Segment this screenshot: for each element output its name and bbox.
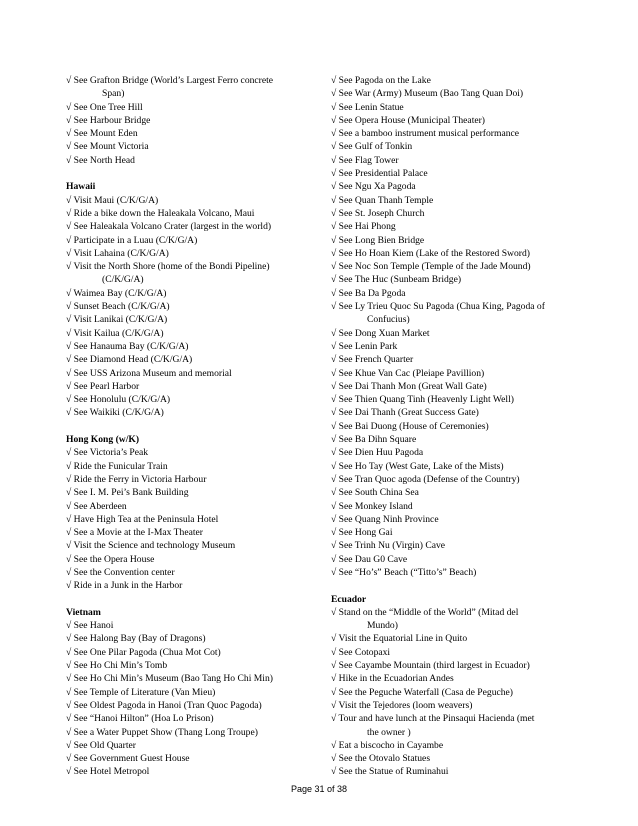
section-spacer bbox=[66, 593, 328, 606]
checklist-item: √ See Dien Huu Pagoda bbox=[331, 447, 424, 459]
section-spacer bbox=[66, 167, 328, 180]
checklist-item: √ See Dau G0 Cave bbox=[331, 553, 408, 565]
checklist-item: √ See Dai Thanh (Great Success Gate) bbox=[331, 407, 479, 419]
checklist-item: √ See The Huc (Sunbeam Bridge) bbox=[331, 274, 462, 286]
section-heading: Vietnam bbox=[66, 606, 101, 618]
checklist-item: √ See Honolulu (C/K/G/A) bbox=[66, 394, 171, 406]
checklist-item: √ See One Pilar Pagoda (Chua Mot Cot) bbox=[66, 646, 221, 658]
checklist-item: √ See Pagoda on the Lake bbox=[331, 75, 431, 86]
checklist-item: √ Waimea Bay (C/K/G/A) bbox=[66, 287, 167, 299]
checklist-item: √ See Mount Eden bbox=[66, 128, 138, 140]
checklist-item: √ See Lenin Park bbox=[331, 340, 398, 352]
checklist-item: √ Visit the North Shore (home of the Bondi Pipeline) bbox=[66, 261, 270, 273]
checklist-item: √ Stand on the “Middle of the World” (Mitad del bbox=[331, 606, 519, 618]
checklist-item: √ See Ho Hoan Kiem (Lake of the Restored Sword) bbox=[331, 247, 530, 259]
checklist-item: √ See Ba Da Pgoda bbox=[331, 287, 406, 299]
checklist-item: √ See Flag Tower bbox=[331, 154, 399, 166]
checklist-item: √ See Dong Xuan Market bbox=[331, 327, 430, 339]
checklist-item: √ See Noc Son Temple (Temple of the Jade Mound) bbox=[331, 261, 531, 273]
list-item-continuation: the owner ) bbox=[367, 726, 411, 738]
checklist-item: √ Visit Kailua (C/K/G/A) bbox=[66, 327, 164, 339]
checklist-item: √ See Grafton Bridge (World’s Largest Ferro concrete bbox=[66, 75, 274, 86]
checklist-item: √ See Cotopaxi bbox=[331, 646, 391, 658]
checklist-item: √ Visit the Tejedores (loom weavers) bbox=[331, 699, 473, 711]
checklist-item: √ See Dai Thanh Mon (Great Wall Gate) bbox=[331, 380, 487, 392]
checklist-item: √ See Hotel Metropol bbox=[66, 766, 150, 778]
checklist-item: √ Eat a biscocho in Cayambe bbox=[331, 739, 444, 751]
section-spacer bbox=[331, 579, 579, 592]
checklist-item: √ See Halong Bay (Bay of Dragons) bbox=[66, 633, 206, 645]
checklist-item: √ Ride a bike down the Haleakala Volcano, Maui bbox=[66, 207, 255, 219]
checklist-item: √ Visit Lanikai (C/K/G/A) bbox=[66, 314, 168, 326]
checklist-item: √ Visit the Equatorial Line in Quito bbox=[331, 633, 468, 645]
checklist-item: √ See Ho Chi Min’s Museum (Bao Tang Ho Chi Min) bbox=[66, 673, 273, 685]
checklist-item: √ See Opera House (Municipal Theater) bbox=[331, 114, 486, 126]
checklist-item: √ Sunset Beach (C/K/G/A) bbox=[66, 301, 170, 313]
checklist-item: √ See Hong Gai bbox=[331, 527, 393, 539]
checklist-item: √ See Trinh Nu (Virgin) Cave bbox=[331, 540, 446, 552]
checklist-item: √ See Hai Phong bbox=[331, 221, 396, 233]
checklist-item: √ See a bamboo instrument musical performance bbox=[331, 128, 520, 140]
checklist-item: √ See Hanoi bbox=[66, 620, 114, 632]
checklist-item: √ See Long Bien Bridge bbox=[331, 234, 425, 246]
checklist-item: √ Visit the Science and technology Museum bbox=[66, 540, 236, 552]
left-column bbox=[66, 74, 328, 779]
checklist-item: √ See a Movie at the I-Max Theater bbox=[66, 527, 203, 539]
section-heading: Ecuador bbox=[331, 593, 367, 605]
list-item-continuation: Mundo) bbox=[367, 620, 398, 632]
section-spacer bbox=[66, 420, 328, 433]
list-item-continuation: (C/K/G/A) bbox=[102, 274, 144, 286]
checklist-item: √ Tour and have lunch at the Pinsaqui Hacienda (met bbox=[331, 713, 535, 725]
checklist-item: √ Hike in the Ecuadorian Andes bbox=[331, 673, 454, 685]
checklist-item: √ Visit Maui (C/K/G/A) bbox=[66, 194, 159, 206]
checklist-item: √ See the Otovalo Statues bbox=[331, 753, 431, 765]
checklist-item: √ See Khue Van Cac (Pleiape Pavillion) bbox=[331, 367, 485, 379]
checklist-item: √ See Ba Dihn Square bbox=[331, 434, 417, 446]
checklist-item: √ See Pearl Harbor bbox=[66, 380, 140, 392]
checklist-item: √ See I. M. Pei’s Bank Building bbox=[66, 487, 189, 499]
checklist-item: √ See “Hanoi Hilton” (Hoa Lo Prison) bbox=[66, 713, 214, 725]
checklist-item: √ See Hanauma Bay (C/K/G/A) bbox=[66, 340, 189, 352]
checklist-item: √ See the Convention center bbox=[66, 566, 175, 578]
checklist-item: √ See Temple of Literature (Van Mieu) bbox=[66, 686, 216, 698]
checklist-item: √ See Thien Quang Tinh (Heavenly Light Well) bbox=[331, 394, 514, 406]
checklist-item: √ See the Opera House bbox=[66, 553, 155, 565]
checklist-item: √ See “Ho’s” Beach (“Titto’s” Beach) bbox=[331, 566, 477, 578]
checklist-item: √ See Old Quarter bbox=[66, 739, 136, 751]
checklist-item: √ See French Quarter bbox=[331, 354, 414, 366]
checklist-item: √ See Quan Thanh Temple bbox=[331, 194, 434, 206]
checklist-item: √ See Haleakala Volcano Crater (largest in the world) bbox=[66, 221, 272, 233]
checklist-item: √ See Gulf of Tonkin bbox=[331, 141, 413, 153]
checklist-item: √ See Ngu Xa Pagoda bbox=[331, 181, 416, 193]
checklist-item: √ See the Statue of Ruminahui bbox=[331, 766, 449, 778]
checklist-item: √ See Mount Victoria bbox=[66, 141, 149, 153]
checklist-item: √ See USS Arizona Museum and memorial bbox=[66, 367, 232, 379]
checklist-item: √ See Quang Ninh Province bbox=[331, 513, 439, 525]
checklist-item: √ See Bai Duong (House of Ceremonies) bbox=[331, 420, 489, 432]
checklist-item: √ See Victoria’s Peak bbox=[66, 447, 149, 459]
checklist-item: √ See One Tree Hill bbox=[66, 101, 143, 113]
checklist-item: √ Participate in a Luau (C/K/G/A) bbox=[66, 234, 198, 246]
checklist-item: √ See War (Army) Museum (Bao Tang Quan Doi) bbox=[331, 88, 524, 100]
checklist-item: √ Ride in a Junk in the Harbor bbox=[66, 580, 183, 592]
checklist-item: √ See South China Sea bbox=[331, 487, 419, 499]
checklist-item: √ See Ho Tay (West Gate, Lake of the Mists) bbox=[331, 460, 504, 472]
checklist-item: √ See Lenin Statue bbox=[331, 101, 404, 113]
checklist-item: √ See the Peguche Waterfall (Casa de Peguche) bbox=[331, 686, 513, 698]
page-number: Page 31 of 38 bbox=[290, 784, 348, 794]
checklist-item: √ See Monkey Island bbox=[331, 500, 413, 512]
checklist-item: √ See a Water Puppet Show (Thang Long Troupe) bbox=[66, 726, 258, 738]
checklist-item: √ Ride the Funicular Train bbox=[66, 460, 168, 472]
right-column bbox=[331, 74, 579, 779]
checklist-item: √ Visit Lahaina (C/K/G/A) bbox=[66, 247, 169, 259]
list-item-continuation: Span) bbox=[102, 88, 125, 100]
checklist-item: √ See Cayambe Mountain (third largest in Ecuador) bbox=[331, 660, 530, 672]
list-item-continuation: Confucius) bbox=[367, 314, 410, 326]
checklist-item: √ See Oldest Pagoda in Hanoi (Tran Quoc Pagoda) bbox=[66, 699, 262, 711]
checklist-item: √ See Tran Quoc agoda (Defense of the Country) bbox=[331, 473, 520, 485]
checklist-item: √ See Ly Trieu Quoc Su Pagoda (Chua King, Pagoda of bbox=[331, 301, 545, 313]
checklist-item: √ See Waikiki (C/K/G/A) bbox=[66, 407, 164, 419]
checklist-item: √ See Aberdeen bbox=[66, 500, 127, 512]
checklist-item: √ See Presidential Palace bbox=[331, 168, 428, 180]
checklist-item: √ See North Head bbox=[66, 154, 135, 166]
checklist-item: √ See Diamond Head (C/K/G/A) bbox=[66, 354, 193, 366]
checklist-item: √ See Harbour Bridge bbox=[66, 114, 151, 126]
checklist-item: √ See Government Guest House bbox=[66, 753, 190, 765]
checklist-item: √ Ride the Ferry in Victoria Harbour bbox=[66, 473, 207, 485]
checklist-item: √ See St. Joseph Church bbox=[331, 207, 425, 219]
section-heading: Hawaii bbox=[66, 181, 96, 193]
checklist-item: √ Have High Tea at the Peninsula Hotel bbox=[66, 513, 219, 525]
section-heading: Hong Kong (w/K) bbox=[66, 434, 140, 446]
checklist-item: √ See Ho Chi Min’s Tomb bbox=[66, 660, 168, 672]
